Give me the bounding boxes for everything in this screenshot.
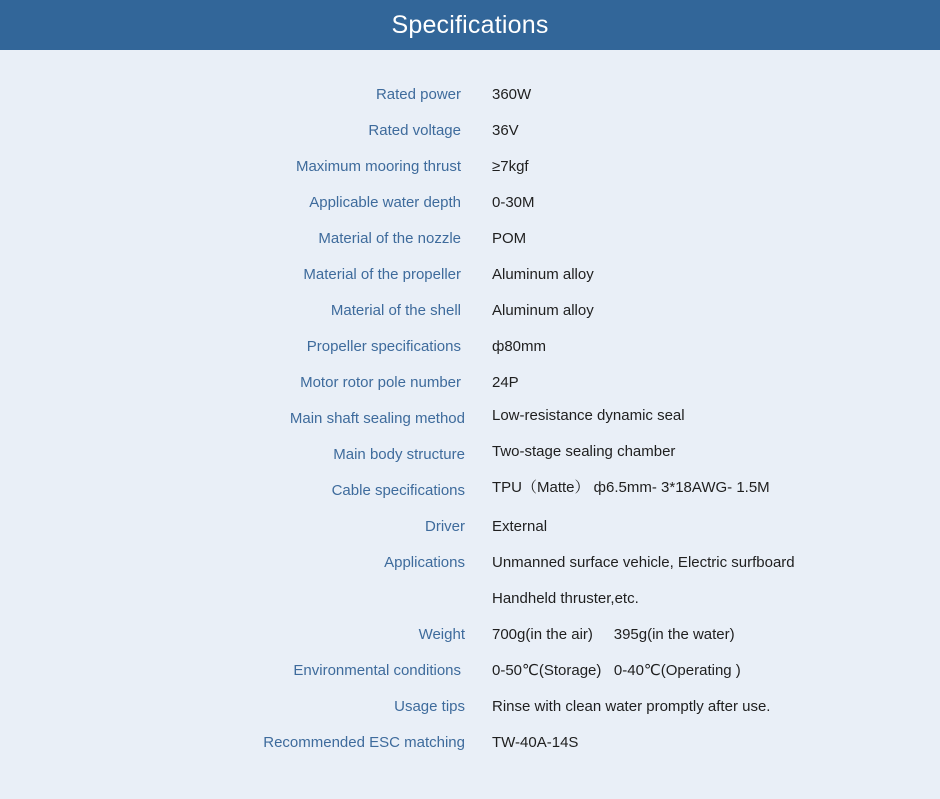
spec-row: [0, 293, 940, 329]
page-header: [0, 0, 940, 50]
spec-row: [0, 257, 940, 293]
spec-label: Rated voltage: [368, 122, 461, 139]
spec-label: Propeller specifications: [306, 338, 461, 355]
spec-row: [0, 689, 940, 725]
spec-label: Rated power: [375, 86, 461, 103]
spec-value: ф80mm: [492, 338, 547, 355]
spec-label: Environmental conditions: [293, 662, 461, 679]
spec-table: [0, 77, 940, 761]
spec-label: Applications: [384, 554, 465, 571]
spec-row: [0, 725, 940, 761]
spec-row: [0, 149, 940, 185]
spec-row: [0, 617, 940, 653]
spec-value: Handheld thruster,etc.: [492, 590, 639, 607]
spec-row: [0, 329, 940, 365]
spec-row: [0, 437, 940, 473]
spec-value: Two-stage sealing chamber: [492, 443, 676, 460]
spec-label: Maximum mooring thrust: [295, 158, 461, 175]
spec-label: Cable specifications: [331, 482, 465, 499]
spec-value: 0-30M: [492, 194, 535, 211]
spec-label: Weight: [418, 626, 465, 643]
spec-label: Main shaft sealing method: [289, 410, 465, 427]
spec-row: [0, 221, 940, 257]
spec-label: Material of the nozzle: [318, 230, 461, 247]
spec-label: Motor rotor pole number: [300, 374, 461, 391]
spec-value: 36V: [492, 122, 519, 139]
spec-label: Driver: [425, 518, 465, 535]
spec-row: [0, 365, 940, 401]
spec-row: [0, 113, 940, 149]
spec-row: [0, 401, 940, 437]
spec-row: [0, 77, 940, 113]
spec-value: Rinse with clean water promptly after use.: [492, 698, 771, 715]
spec-value: ≥7kgf: [492, 158, 529, 175]
spec-label: Applicable water depth: [309, 194, 461, 211]
spec-row: [0, 581, 940, 617]
spec-value: TW-40A-14S: [492, 734, 579, 751]
spec-value: Unmanned surface vehicle, Electric surfboard: [492, 554, 795, 571]
spec-value: 700g(in the air) 395g(in the water): [492, 626, 735, 643]
spec-value: Low-resistance dynamic seal: [492, 407, 685, 424]
spec-value: Aluminum alloy: [492, 302, 594, 319]
spec-row: [0, 509, 940, 545]
spec-row: [0, 653, 940, 689]
spec-label: Usage tips: [394, 698, 465, 715]
spec-value: TPU（Matte） ф6.5mm- 3*18AWG- 1.5M: [492, 479, 770, 496]
spec-label: Recommended ESC matching: [263, 734, 465, 751]
page-title: Specifications: [391, 10, 549, 39]
spec-label: Main body structure: [333, 446, 465, 463]
spec-row: [0, 185, 940, 221]
spec-value: 0-50℃(Storage) 0-40℃(Operating ): [492, 662, 741, 679]
spec-row: [0, 545, 940, 581]
spec-value: 24P: [492, 374, 519, 391]
spec-value: External: [492, 518, 548, 535]
spec-value: Aluminum alloy: [492, 266, 594, 283]
spec-row: [0, 473, 940, 509]
spec-value: 360W: [492, 86, 532, 103]
spec-value: POM: [492, 230, 527, 247]
spec-label: Material of the shell: [330, 302, 461, 319]
spec-label: Material of the propeller: [303, 266, 461, 283]
